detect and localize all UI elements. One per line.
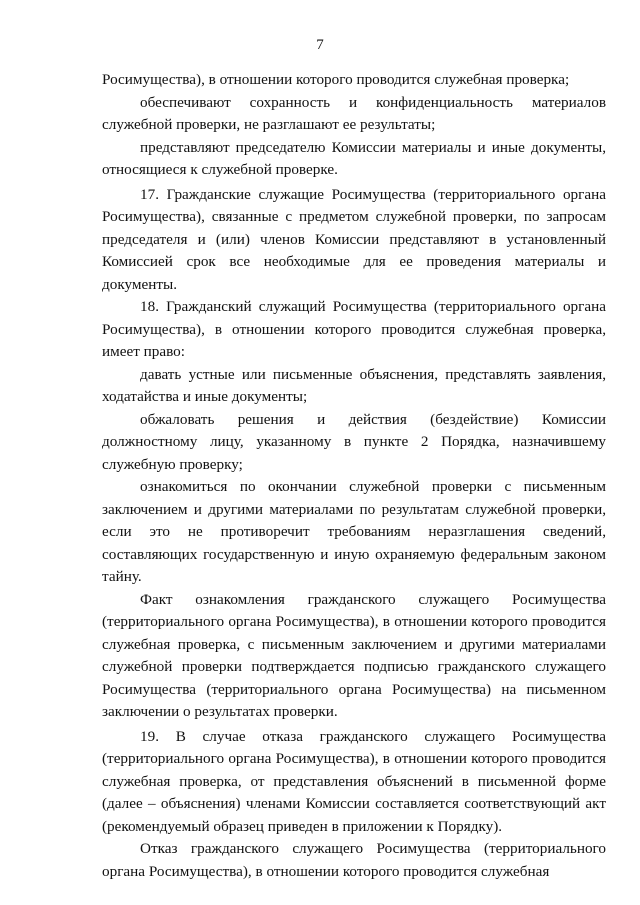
paragraph-17: 17. Гражданские служащие Росимущества (территориального органа Росимущества), связанные с предметом служебной проверки, по запросам председателя и (или) членов Комиссии представляют в установленный Комиссией срок все необходимые для ее проведения материалы и документы. xyxy=(102,185,606,293)
paragraph-acknowledgement: Факт ознакомления гражданского служащего Росимущества (территориального органа Росимущества), в отношении которого проводится служебная проверка, с письменным заключением и другими материалами служебной проверки подтверждается подписью гражданского служащего Росимущества (территориального органа Росимущества) на письменном заключении о результатах проверки. xyxy=(102,590,606,720)
document-body xyxy=(102,69,606,883)
paragraph-18: 18. Гражданский служащий Росимущества (территориального органа Росимущества), в отношении которого проводится служебная проверка, имеет право: xyxy=(102,298,606,360)
paragraph-refusal: Отказ гражданского служащего Росимущества (территориального органа Росимущества), в отношении которого проводится служебная xyxy=(102,840,606,880)
paragraph-continuation: Росимущества), в отношении которого проводится служебная проверка; xyxy=(102,71,570,88)
paragraph-18-review: ознакомиться по окончании служебной проверки с письменным заключением и другими материалами по результатам служебной проверки, если это не противоречит требованиям неразглашения сведений, составляющих государственную и иную охраняемую федеральным законом тайну. xyxy=(102,478,606,585)
paragraph-submit-materials: представляют председателю Комиссии материалы и иные документы, относящиеся к служебной проверке. xyxy=(102,138,606,178)
paragraph-18-explanations: давать устные или письменные объяснения, представлять заявления, ходатайства и иные документы; xyxy=(102,365,606,405)
paragraph-confidentiality: обеспечивают сохранность и конфиденциальность материалов служебной проверки, не разглашают ее результаты; xyxy=(102,93,606,133)
paragraph-19: 19. В случае отказа гражданского служащего Росимущества (территориального органа Росимущества), в отношении которого проводится служебная проверка, от представления объяснений в письменной форме (далее – объяснения) членами Комиссии составляется соответствующий акт (рекомендуемый образец приведен в приложении к Порядку). xyxy=(102,727,606,835)
paragraph-18-appeal: обжаловать решения и действия (бездействие) Комиссии должностному лицу, указанному в пункте 2 Порядка, назначившему служебную проверку; xyxy=(102,410,606,473)
page-number: 7 xyxy=(316,37,324,53)
